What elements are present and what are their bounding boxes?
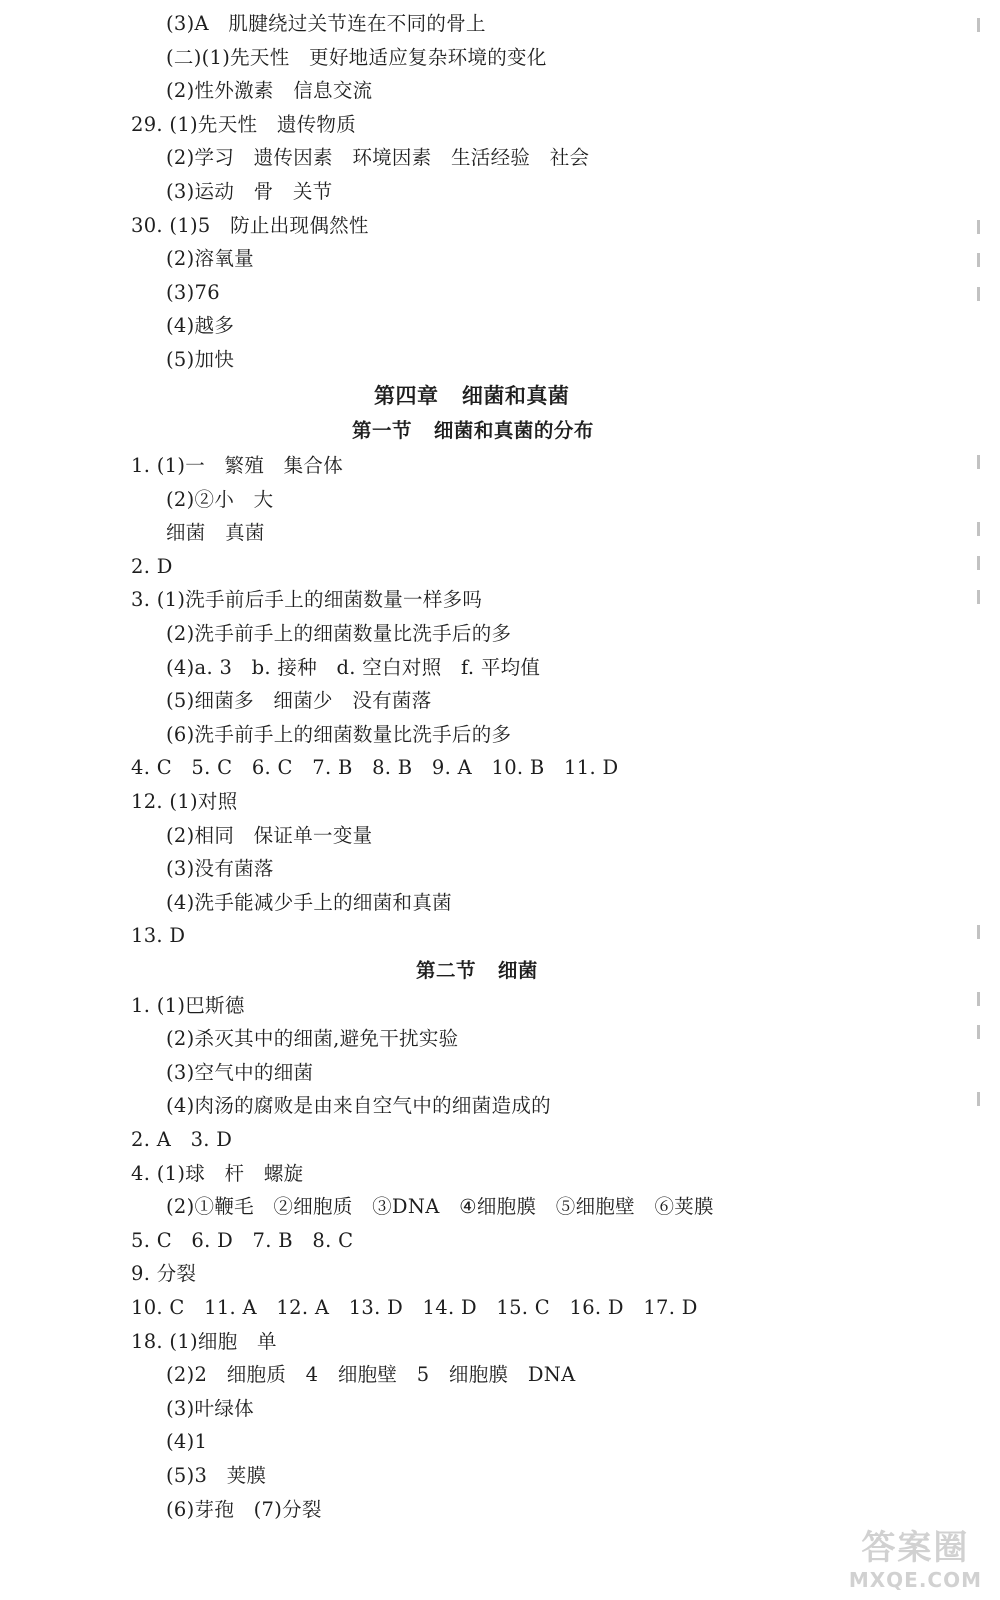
answer-line: (二)(1)先天性 更好地适应复杂环境的变化 — [166, 46, 547, 69]
answer-line: (3)76 — [166, 281, 220, 304]
scan-mark — [977, 1092, 980, 1106]
answer-line: (4)洗手能减少手上的细菌和真菌 — [166, 891, 452, 914]
answer-line: (4)越多 — [166, 314, 235, 337]
answer-line: 13. D — [131, 924, 186, 947]
answer-line: 细菌 真菌 — [166, 521, 265, 544]
answer-line: (2)相同 保证单一变量 — [166, 824, 373, 847]
scan-mark — [977, 220, 980, 234]
answer-line: 18. (1)细胞 单 — [131, 1330, 277, 1353]
scan-mark — [977, 992, 980, 1006]
answer-line: 10. C 11. A 12. A 13. D 14. D 15. C 16. D 17. D — [131, 1296, 698, 1319]
answer-line: (3)运动 骨 关节 — [166, 180, 333, 203]
answer-line: (2)洗手前手上的细菌数量比洗手后的多 — [166, 622, 512, 645]
answer-line: (6)洗手前手上的细菌数量比洗手后的多 — [166, 723, 512, 746]
section-title: 第二节 细菌 — [416, 959, 538, 982]
answer-line: (4)1 — [166, 1430, 208, 1453]
answer-line: 2. A 3. D — [131, 1128, 233, 1151]
scan-mark — [977, 1025, 980, 1039]
answer-line: (2)①鞭毛 ②细胞质 ③DNA ④细胞膜 ⑤细胞壁 ⑥荚膜 — [166, 1195, 714, 1218]
answer-line: 4. (1)球 杆 螺旋 — [131, 1162, 304, 1185]
answer-line: (4)a. 3 b. 接种 d. 空白对照 f. 平均值 — [166, 656, 541, 679]
answer-line: (4)肉汤的腐败是由来自空气中的细菌造成的 — [166, 1094, 551, 1117]
scan-mark — [977, 253, 980, 267]
answer-line: (3)A 肌腱绕过关节连在不同的骨上 — [166, 12, 486, 35]
answer-line: (2)性外激素 信息交流 — [166, 79, 373, 102]
answer-line: 29. (1)先天性 遗传物质 — [131, 113, 357, 136]
answer-line: 1. (1)巴斯德 — [131, 994, 245, 1017]
answer-line: (5)加快 — [166, 348, 235, 371]
answer-line: 9. 分裂 — [131, 1262, 197, 1285]
answer-line: (2)②小 大 — [166, 488, 274, 511]
watermark-title: 答案圈 — [861, 1528, 970, 1568]
scan-mark — [977, 18, 980, 32]
answer-line: (3)没有菌落 — [166, 857, 274, 880]
answer-line: 2. D — [131, 555, 173, 578]
answer-line: (3)叶绿体 — [166, 1397, 254, 1420]
answer-line: (5)3 荚膜 — [166, 1464, 267, 1487]
scan-mark — [977, 590, 980, 604]
scan-mark — [977, 522, 980, 536]
answer-line: 4. C 5. C 6. C 7. B 8. B 9. A 10. B 11. D — [131, 756, 619, 779]
scan-mark — [977, 925, 980, 939]
answer-line: 30. (1)5 防止出现偶然性 — [131, 214, 369, 237]
scan-mark — [977, 556, 980, 570]
answer-line: (2)学习 遗传因素 环境因素 生活经验 社会 — [166, 146, 590, 169]
answer-line: 1. (1)一 繁殖 集合体 — [131, 454, 344, 477]
answer-line: 5. C 6. D 7. B 8. C — [131, 1229, 354, 1252]
watermark-url: MXQE.COM — [848, 1568, 982, 1592]
answer-line: (2)2 细胞质 4 细胞壁 5 细胞膜 DNA — [166, 1363, 576, 1386]
answer-line: (3)空气中的细菌 — [166, 1061, 314, 1084]
scan-mark — [977, 455, 980, 469]
scan-mark — [977, 287, 980, 301]
section-title: 第一节 细菌和真菌的分布 — [352, 419, 594, 442]
answer-line: 12. (1)对照 — [131, 790, 238, 813]
answer-line: 3. (1)洗手前后手上的细菌数量一样多吗 — [131, 588, 483, 611]
answer-line: (6)芽孢 (7)分裂 — [166, 1498, 322, 1521]
watermark-logo — [849, 1528, 982, 1592]
chapter-title: 第四章 细菌和真菌 — [374, 384, 570, 408]
answer-line: (5)细菌多 细菌少 没有菌落 — [166, 689, 432, 712]
answer-line: (2)溶氧量 — [166, 247, 254, 270]
answer-line: (2)杀灭其中的细菌,避免干扰实验 — [166, 1027, 459, 1050]
